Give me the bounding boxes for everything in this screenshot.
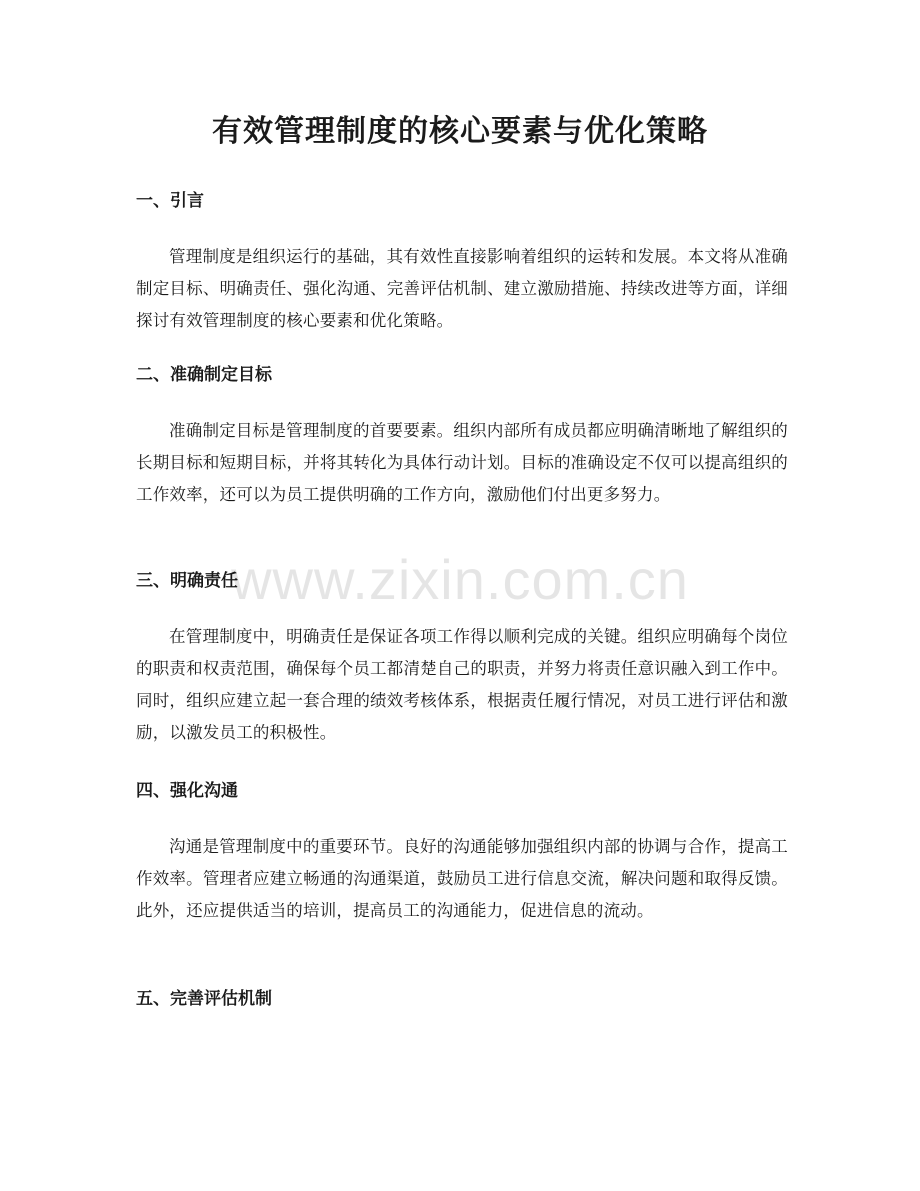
section-paragraph: 准确制定目标是管理制度的首要要素。组织内部所有成员都应明确清晰地了解组织的长期目标和短期目标，并将其转化为具体行动计划。目标的准确设定不仅可以提高组织的工作效率，还可以为员工提供明确的工作方向，激励他们付出更多努力。	[136, 421, 788, 504]
document-title: 有效管理制度的核心要素与优化策略	[212, 114, 708, 149]
section-paragraph: 在管理制度中，明确责任是保证各项工作得以顺利完成的关键。组织应明确每个岗位的职责和权责范围，确保每个员工都清楚自己的职责，并努力将责任意识融入到工作中。同时，组织应建立起一套合理的绩效考核体系，根据责任履行情况，对员工进行评估和激励，以激发员工的积极性。	[136, 627, 788, 742]
section-heading: 五、完善评估机制	[136, 989, 272, 1009]
section-evaluation	[136, 984, 788, 1014]
section-heading: 四、强化沟通	[136, 781, 238, 801]
section-paragraph: 管理制度是组织运行的基础，其有效性直接影响着组织的运转和发展。本文将从准确制定目标、明确责任、强化沟通、完善评估机制、建立激励措施、持续改进等方面，详细探讨有效管理制度的核心要素和优化策略。	[136, 247, 788, 330]
section-introduction	[136, 186, 788, 337]
section-responsibility	[136, 566, 788, 749]
section-heading: 三、明确责任	[136, 571, 238, 591]
section-heading: 一、引言	[136, 191, 204, 211]
section-communication	[136, 776, 788, 927]
section-goals	[136, 360, 788, 511]
section-heading: 二、准确制定目标	[136, 365, 272, 385]
watermark-text: www.zixin.com.cn	[231, 548, 689, 611]
section-paragraph: 沟通是管理制度中的重要环节。良好的沟通能够加强组织内部的协调与合作，提高工作效率。管理者应建立畅通的沟通渠道，鼓励员工进行信息交流，解决问题和取得反馈。此外，还应提供适当的培训，提高员工的沟通能力，促进信息的流动。	[136, 837, 788, 920]
